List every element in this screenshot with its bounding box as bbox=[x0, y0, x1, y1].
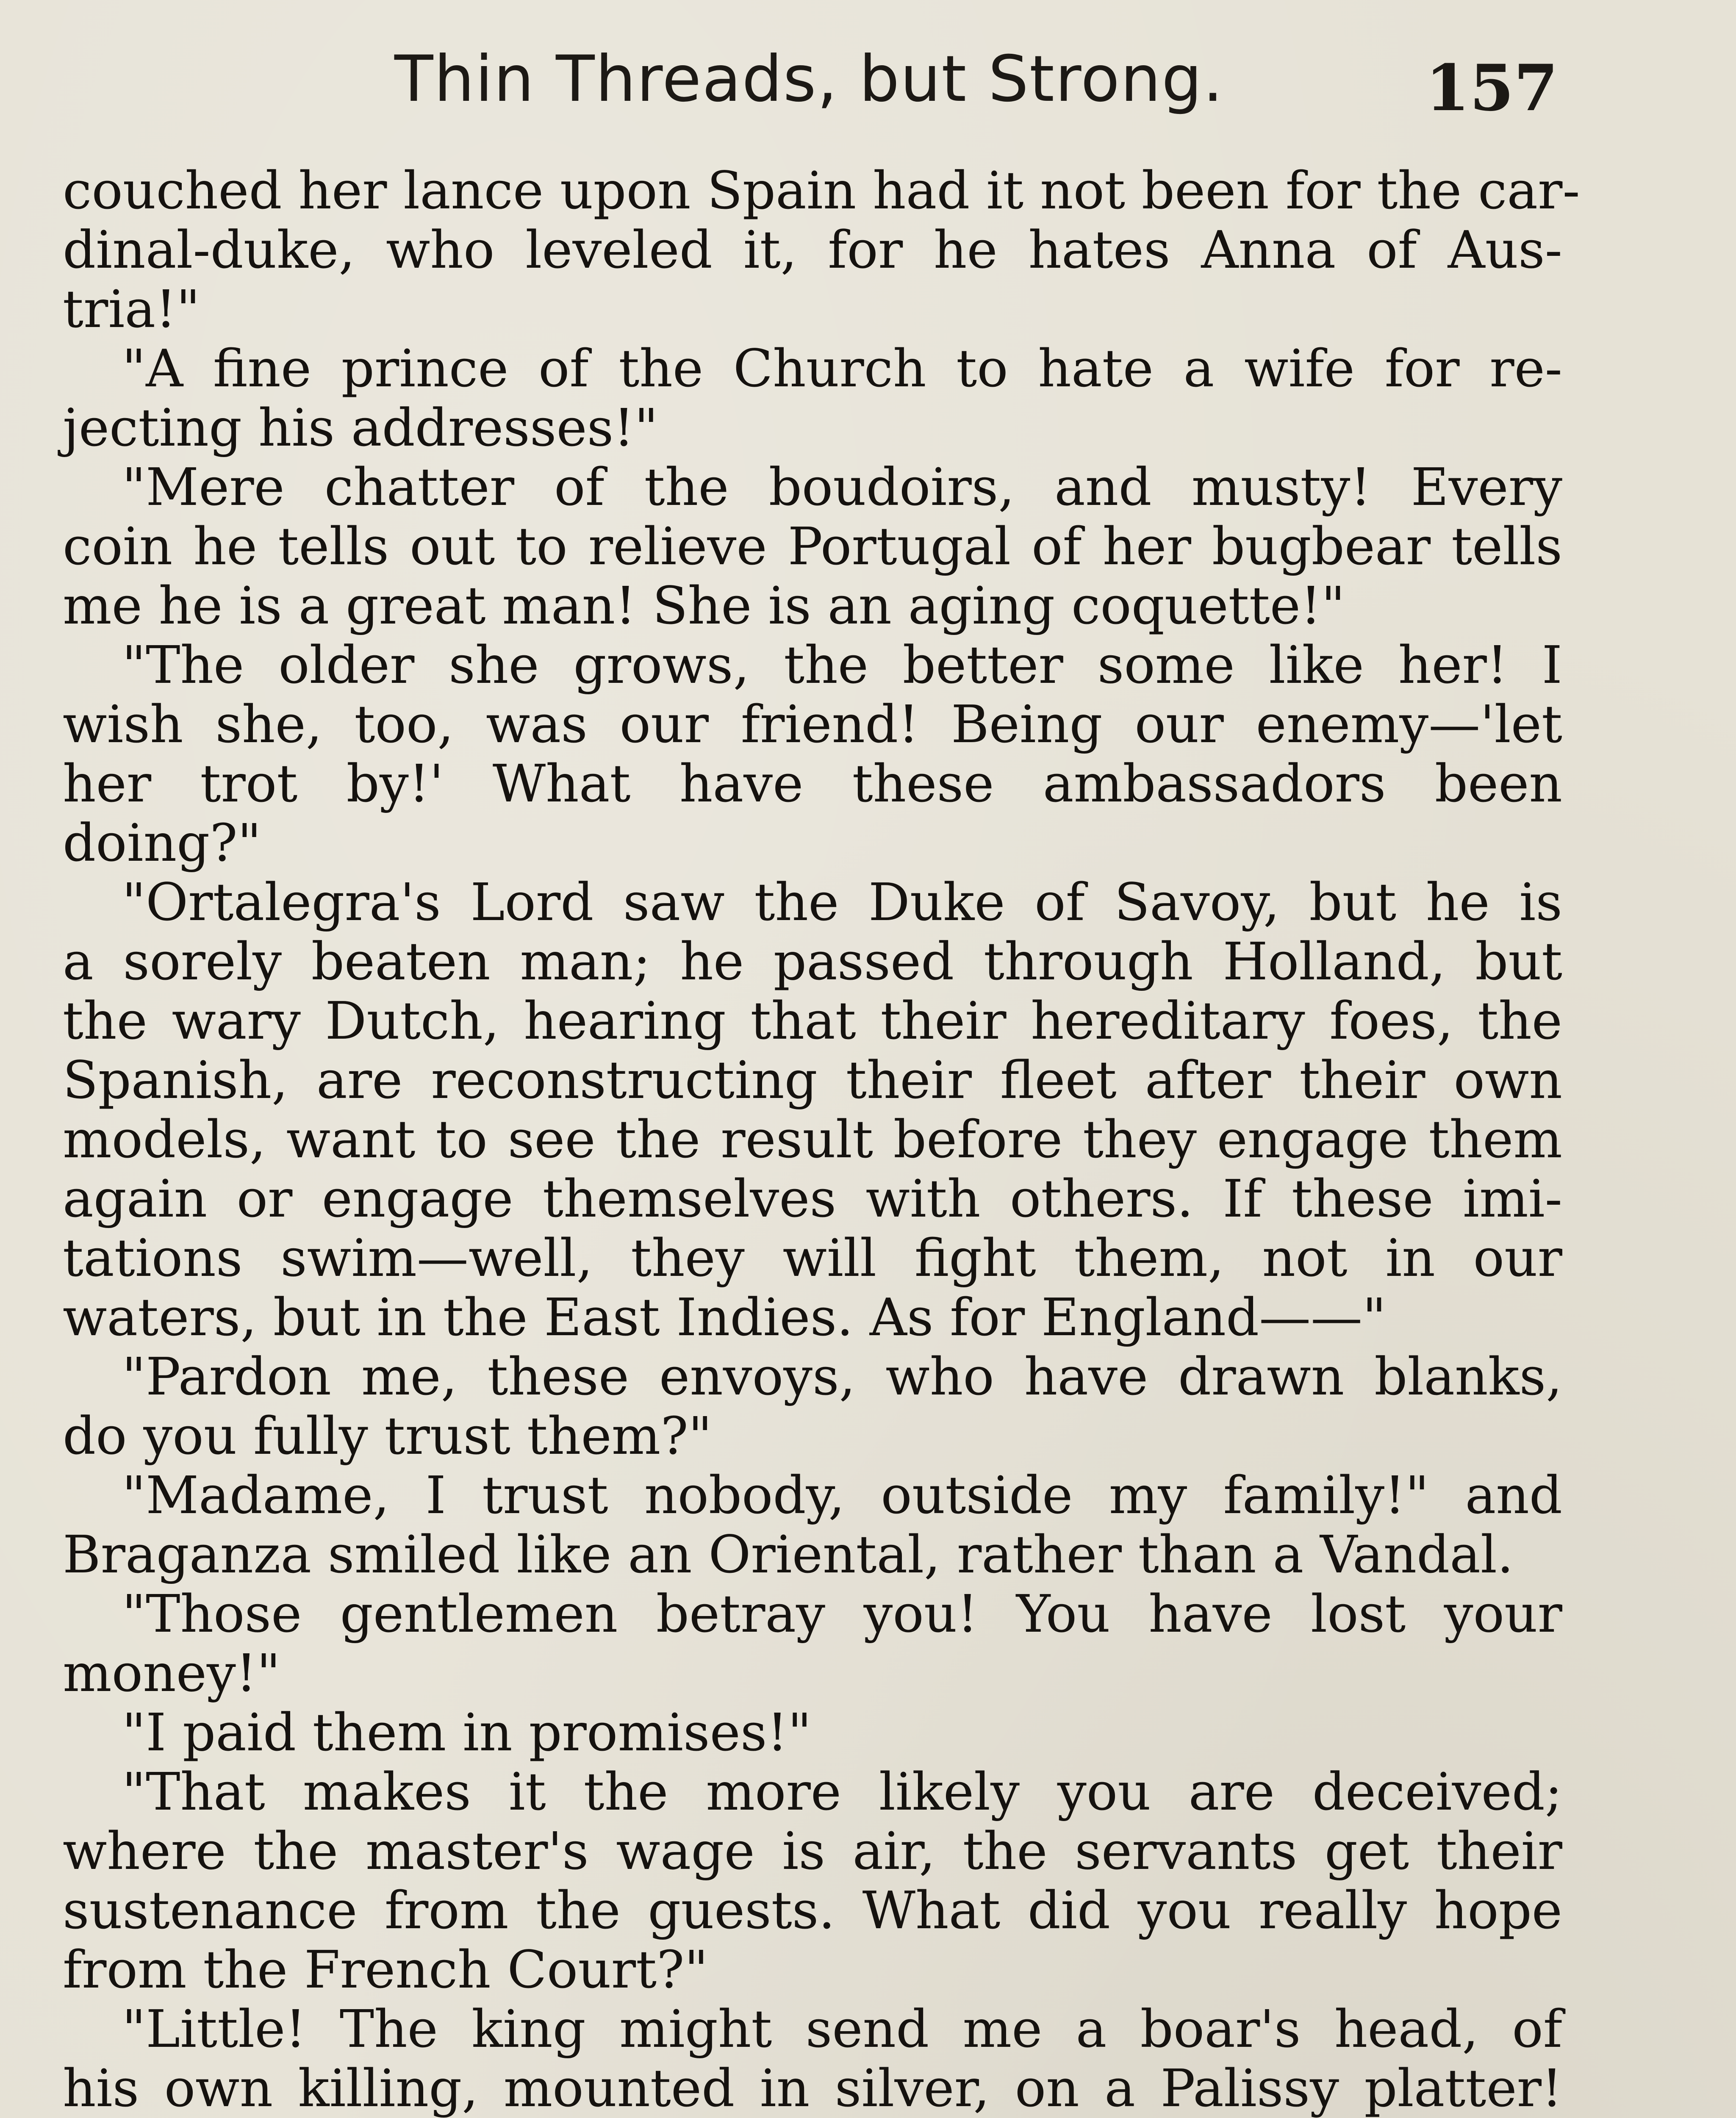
text-line: again or engage themselves with others. If these imi- bbox=[63, 1169, 1562, 1229]
text-line: "Ortalegra's Lord saw the Duke of Savoy, but he is bbox=[122, 872, 1562, 932]
text-line: "Those gentlemen betray you! You have lost your bbox=[122, 1584, 1562, 1644]
page-number: 157 bbox=[1425, 51, 1558, 125]
text-line: "A fine prince of the Church to hate a wife for re- bbox=[122, 338, 1562, 399]
text-line: waters, but in the East Indies. As for England——" bbox=[63, 1287, 1387, 1347]
text-line: me he is a great man! She is an aging coquette!" bbox=[63, 576, 1345, 636]
text-line: do you fully trust them?" bbox=[63, 1406, 712, 1466]
text-line: her trot by!' What have these ambassadors been bbox=[63, 754, 1562, 814]
text-line: Braganza smiled like an Oriental, rather than a Vandal. bbox=[63, 1525, 1514, 1585]
text-line: wish she, too, was our friend! Being our enemy—'let bbox=[63, 694, 1562, 754]
text-line: tria!" bbox=[63, 279, 200, 339]
text-line: the wary Dutch, hearing that their hereditary foes, the bbox=[63, 991, 1562, 1051]
text-line: "The older she grows, the better some like her! I bbox=[122, 635, 1562, 695]
text-line: "Pardon me, these envoys, who have drawn blanks, bbox=[122, 1347, 1562, 1407]
text-line: tations swim—well, they will fight them, not in our bbox=[63, 1228, 1562, 1288]
body-text bbox=[63, 161, 1580, 2118]
text-line: "That makes it the more likely you are deceived; bbox=[122, 1762, 1562, 1822]
text-line: a sorely beaten man; he passed through Holland, but bbox=[63, 931, 1562, 992]
text-line: his own killing, mounted in silver, on a Palissy platter! bbox=[63, 2058, 1562, 2118]
text-line: "Madame, I trust nobody, outside my family!" and bbox=[122, 1465, 1562, 1525]
text-line: jecting his addresses!" bbox=[63, 398, 658, 458]
text-line: "Mere chatter of the boudoirs, and musty! Every bbox=[122, 457, 1562, 517]
text-line: where the master's wage is air, the servants get their bbox=[63, 1821, 1562, 1881]
text-line: sustenance from the guests. What did you really hope bbox=[63, 1880, 1562, 1941]
text-line: models, want to see the result before they engage them bbox=[63, 1109, 1562, 1170]
running-title: Thin Threads, but Strong. bbox=[394, 42, 1224, 116]
text-line: dinal-duke, who leveled it, for he hates Anna of Aus- bbox=[63, 220, 1562, 280]
running-head bbox=[0, 34, 1736, 131]
text-line: from the French Court?" bbox=[63, 1940, 708, 2000]
text-line: Spanish, are reconstructing their fleet after their own bbox=[63, 1050, 1562, 1110]
text-line: doing?" bbox=[63, 813, 261, 873]
text-line: "I paid them in promises!" bbox=[122, 1702, 812, 1763]
text-line: coin he tells out to relieve Portugal of her bugbear tells bbox=[63, 516, 1562, 577]
text-line: money!" bbox=[63, 1643, 280, 1703]
text-line: couched her lance upon Spain had it not been for the car- bbox=[63, 161, 1580, 221]
text-line: "Little! The king might send me a boar's head, of bbox=[122, 1999, 1562, 2059]
